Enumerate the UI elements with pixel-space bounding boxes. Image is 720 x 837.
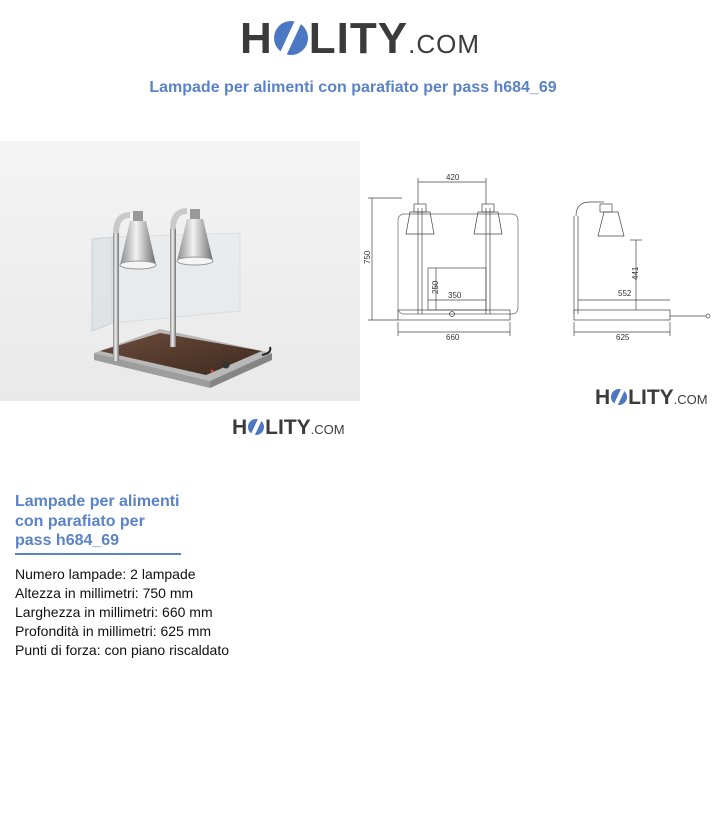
logo-domain: .COM <box>408 29 480 59</box>
drawing-watermark-logo <box>595 386 708 410</box>
spec-depth: Profondità in millimetri: 625 mm <box>15 623 212 639</box>
logo-suffix: LITY <box>628 386 674 409</box>
spec-lamp-count: Numero lampade: 2 lampade <box>15 566 196 582</box>
logo-prefix: H <box>240 14 273 63</box>
title-underline <box>15 553 181 555</box>
logo-o-icon <box>274 21 308 55</box>
dim-guard-height: 250 <box>431 280 440 294</box>
spec-height: Altezza in millimetri: 750 mm <box>15 585 194 601</box>
dim-inner-width: 350 <box>448 291 462 300</box>
spec-list <box>15 565 229 660</box>
product-title-line: pass h684_69 <box>15 532 120 549</box>
logo-domain: .COM <box>310 422 345 437</box>
dim-side-depth: 552 <box>618 289 632 298</box>
logo-suffix: LITY <box>265 416 311 439</box>
product-title-line: Lampade per alimenti <box>15 493 180 510</box>
photo-watermark-logo <box>232 416 345 440</box>
product-photo[interactable] <box>0 141 360 401</box>
logo-o-icon <box>611 389 627 405</box>
logo-prefix: H <box>232 416 248 439</box>
spec-width: Larghezza in millimetri: 660 mm <box>15 604 213 620</box>
page-title: Lampade per alimenti con parafiato per pass h684_69 <box>149 79 557 96</box>
dim-lamp-spacing: 420 <box>446 173 460 182</box>
product-title-line: con parafiato per <box>15 512 145 530</box>
dim-depth: 625 <box>616 333 630 342</box>
dim-height: 750 <box>363 250 372 264</box>
technical-drawing[interactable] <box>362 168 720 348</box>
product-title <box>15 492 195 551</box>
spec-strengths: Punti di forza: con piano riscaldato <box>15 642 230 658</box>
logo-prefix: H <box>595 386 611 409</box>
logo-domain: .COM <box>673 392 708 407</box>
dim-side-height: 441 <box>631 266 640 280</box>
brand-logo[interactable] <box>240 14 480 64</box>
logo-suffix: LITY <box>308 14 409 63</box>
logo-o-icon <box>248 419 264 435</box>
dim-width: 660 <box>446 333 460 342</box>
